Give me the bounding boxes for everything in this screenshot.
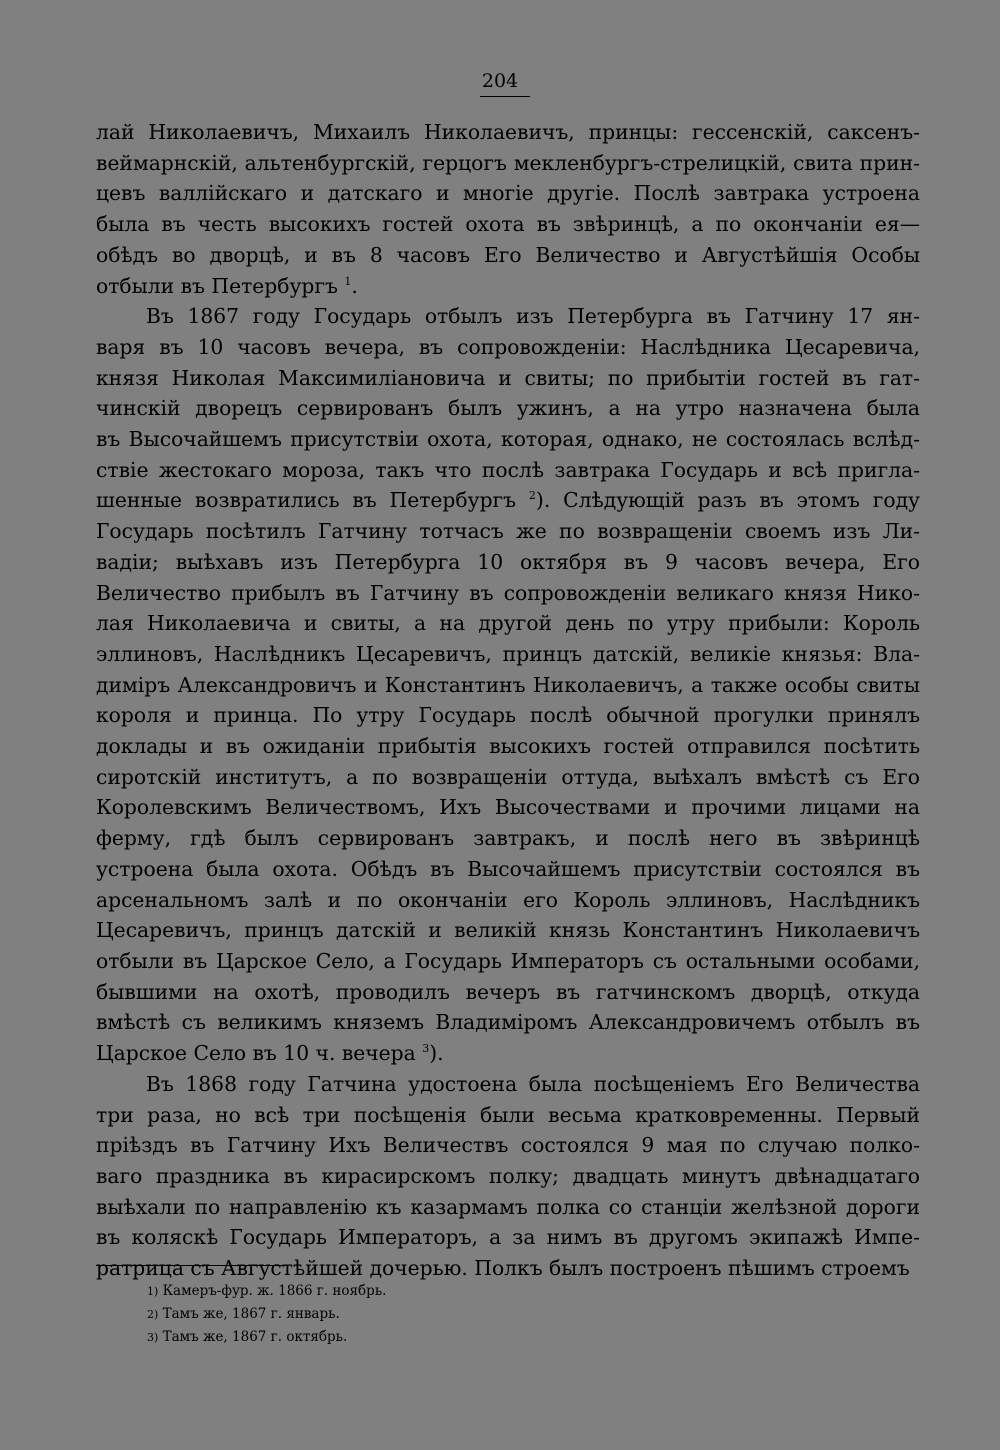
text-line: [96, 977, 920, 1008]
text-content: веймарнскій, альтенбургскій, герцогъ мекленбургъ-стрелицкій, свита прин-: [96, 150, 920, 175]
text-content: Королевскимъ Величествомъ, Ихъ Высочествами и прочими лицами на: [96, 795, 920, 820]
text-content: ферму, гдѣ былъ сервированъ завтракъ, и послѣ него въ звѣринцѣ: [96, 826, 920, 851]
text-line: [96, 1222, 920, 1253]
footnote-1: [147, 1280, 847, 1303]
text-line: [96, 240, 920, 271]
paragraph-1: [96, 117, 920, 301]
text-content: арсенальномъ залѣ и по окончаніи его Король эллиновъ, Наслѣдникъ: [96, 887, 920, 912]
text-content: въ Высочайшемъ присутствіи охота, которая, однако, не состоялась вслѣд-: [96, 427, 920, 452]
text-content: ).: [429, 1041, 444, 1066]
text-content: ). Слѣдующій разъ въ этомъ году: [535, 488, 920, 513]
page-number: 204: [481, 70, 519, 92]
text-content: Въ 1868 году Гатчина удостоена была посѣщеніемъ Его Величества: [146, 1071, 920, 1096]
text-content: отбыли въ Петербургъ: [96, 273, 338, 298]
text-content: лая Николаевича и свиты, а на другой день по утру прибыли: Король: [96, 611, 920, 636]
text-content: .: [351, 273, 358, 298]
text-line: [96, 639, 920, 670]
text-line: [96, 332, 920, 363]
text-content: въ коляскѣ Государь Императоръ, а за нимъ въ другомъ экипажѣ Импе-: [96, 1225, 920, 1250]
text-content: Цесаревичъ, принцъ датскій и великій князь Константинъ Николаевичъ: [96, 918, 920, 943]
text-line: [96, 117, 920, 148]
text-line: [96, 885, 920, 916]
footnote-mark: 2): [147, 1308, 159, 1321]
text-line: [96, 178, 920, 209]
text-content: шенные возвратились въ Петербургъ: [96, 488, 517, 513]
footnote-mark: 3): [147, 1331, 159, 1344]
footnote-2: [147, 1303, 847, 1326]
text-line: [96, 455, 920, 486]
text-line: [96, 485, 920, 516]
text-line: [96, 148, 920, 179]
paragraph-2: [96, 301, 920, 1069]
text-content: варя въ 10 часовъ вечера, въ сопровожденіи: Наслѣдника Цесаревича,: [96, 334, 920, 359]
text-content: вмѣстѣ съ великимъ княземъ Владиміромъ Александровичемъ отбылъ въ: [96, 1010, 920, 1035]
text-line: [96, 1069, 920, 1100]
text-content: короля и принца. По утру Государь послѣ обычной прогулки принялъ: [96, 703, 920, 728]
footnote-text: Тамъ же, 1867 г. январь.: [162, 1306, 340, 1322]
text-content: князя Николая Максимиліановича и свиты; по прибытіи гостей въ гат-: [96, 365, 920, 390]
text-line: [96, 424, 920, 455]
text-content: цевъ валлійскаго и датскаго и многіе другіе. Послѣ завтрака устроена: [96, 181, 920, 206]
text-line: [96, 516, 920, 547]
text-line: [96, 762, 920, 793]
text-content: Государь посѣтилъ Гатчину тотчасъ же по возвращеніи своемъ изъ Ли-: [96, 519, 920, 544]
footnote-mark: 1): [147, 1285, 159, 1298]
text-content: три раза, но всѣ три посѣщенія были весьма кратковременны. Первый: [96, 1102, 920, 1127]
text-content: обѣдъ во дворцѣ, и въ 8 часовъ Его Величество и Августѣйшія Особы: [96, 242, 920, 267]
text-line: [96, 1007, 920, 1038]
text-line: [96, 700, 920, 731]
footnote-3: [147, 1326, 847, 1349]
footnote-text: Камеръ-фур. ж. 1866 г. ноябрь.: [162, 1283, 387, 1299]
text-line: [96, 578, 920, 609]
text-line: [96, 547, 920, 578]
text-content: лай Николаевичъ, Михаилъ Николаевичъ, принцы: гессенскій, саксенъ-: [96, 120, 920, 144]
footnote-reference: 3: [422, 1042, 430, 1056]
footnote-separator: [96, 1265, 286, 1266]
text-content: диміръ Александровичъ и Константинъ Николаевичъ, а также особы свиты: [96, 672, 920, 697]
text-content: доклады и въ ожиданіи прибытія высокихъ гостей отправился посѣтить: [96, 734, 920, 759]
text-content: выѣхали по направленію къ казармамъ полка со станціи желѣзной дороги: [96, 1194, 920, 1219]
text-line: [96, 1100, 920, 1131]
paragraph-3: [96, 1069, 920, 1284]
text-content: эллиновъ, Наслѣдникъ Цесаревичъ, принцъ датскій, великіе князья: Вла-: [96, 641, 920, 666]
text-line: [96, 209, 920, 240]
text-content: отбыли въ Царское Село, а Государь Императоръ съ остальными особами,: [96, 948, 920, 973]
text-line: [96, 946, 920, 977]
text-content: ваго праздника въ кирасирскомъ полку; двадцать минутъ двѣнадцатаго: [96, 1163, 920, 1188]
text-content: вадіи; выѣхавъ изъ Петербурга 10 октября въ 9 часовъ вечера, Его: [96, 549, 920, 574]
text-content: была въ честь высокихъ гостей охота въ звѣринцѣ, а по окончаніи ея—: [96, 212, 920, 237]
text-line: [96, 1038, 920, 1069]
text-line: [96, 1161, 920, 1192]
text-content: бывшими на охотѣ, проводилъ вечеръ въ гатчинскомъ дворцѣ, откуда: [96, 979, 920, 1004]
text-line: [96, 393, 920, 424]
text-content: сиротскій институтъ, а по возвращеніи оттуда, выѣхалъ вмѣстѣ съ Его: [96, 764, 920, 789]
text-content: ствіе жестокаго мороза, такъ что послѣ завтрака Государь и всѣ пригла-: [96, 457, 920, 482]
text-line: [96, 670, 920, 701]
text-line: [96, 363, 920, 394]
text-content: чинскій дворецъ сервированъ былъ ужинъ, а на утро назначена была: [96, 396, 920, 421]
page-number-underline: [480, 96, 530, 97]
text-line: [96, 823, 920, 854]
footnotes: [147, 1280, 847, 1349]
text-content: Величество прибылъ въ Гатчину въ сопровожденіи великаго князя Нико-: [96, 580, 920, 605]
text-line: [96, 608, 920, 639]
footnote-reference: 2: [528, 489, 536, 503]
text-line: [96, 1130, 920, 1161]
text-line: [96, 271, 920, 302]
text-content: Царское Село въ 10 ч. вечера: [96, 1041, 416, 1066]
text-line: [96, 915, 920, 946]
text-line: [96, 792, 920, 823]
text-content: ратрица съ Августѣйшей дочерью. Полкъ былъ построенъ пѣшимъ строемъ: [96, 1256, 910, 1281]
text-line: [96, 1192, 920, 1223]
text-content: устроена была охота. Обѣдъ въ Высочайшемъ присутствіи состоялся въ: [96, 856, 920, 881]
text-line: [96, 301, 920, 332]
footnote-reference: 1: [344, 274, 352, 288]
body-text: [96, 117, 920, 1284]
text-content: Въ 1867 году Государь отбылъ изъ Петербурга въ Гатчину 17 ян-: [146, 304, 920, 329]
text-line: [96, 854, 920, 885]
text-line: [96, 731, 920, 762]
footnote-text: Тамъ же, 1867 г. октябрь.: [162, 1329, 348, 1345]
text-content: пріѣздъ въ Гатчину Ихъ Величествъ состоялся 9 мая по случаю полко-: [96, 1133, 920, 1158]
